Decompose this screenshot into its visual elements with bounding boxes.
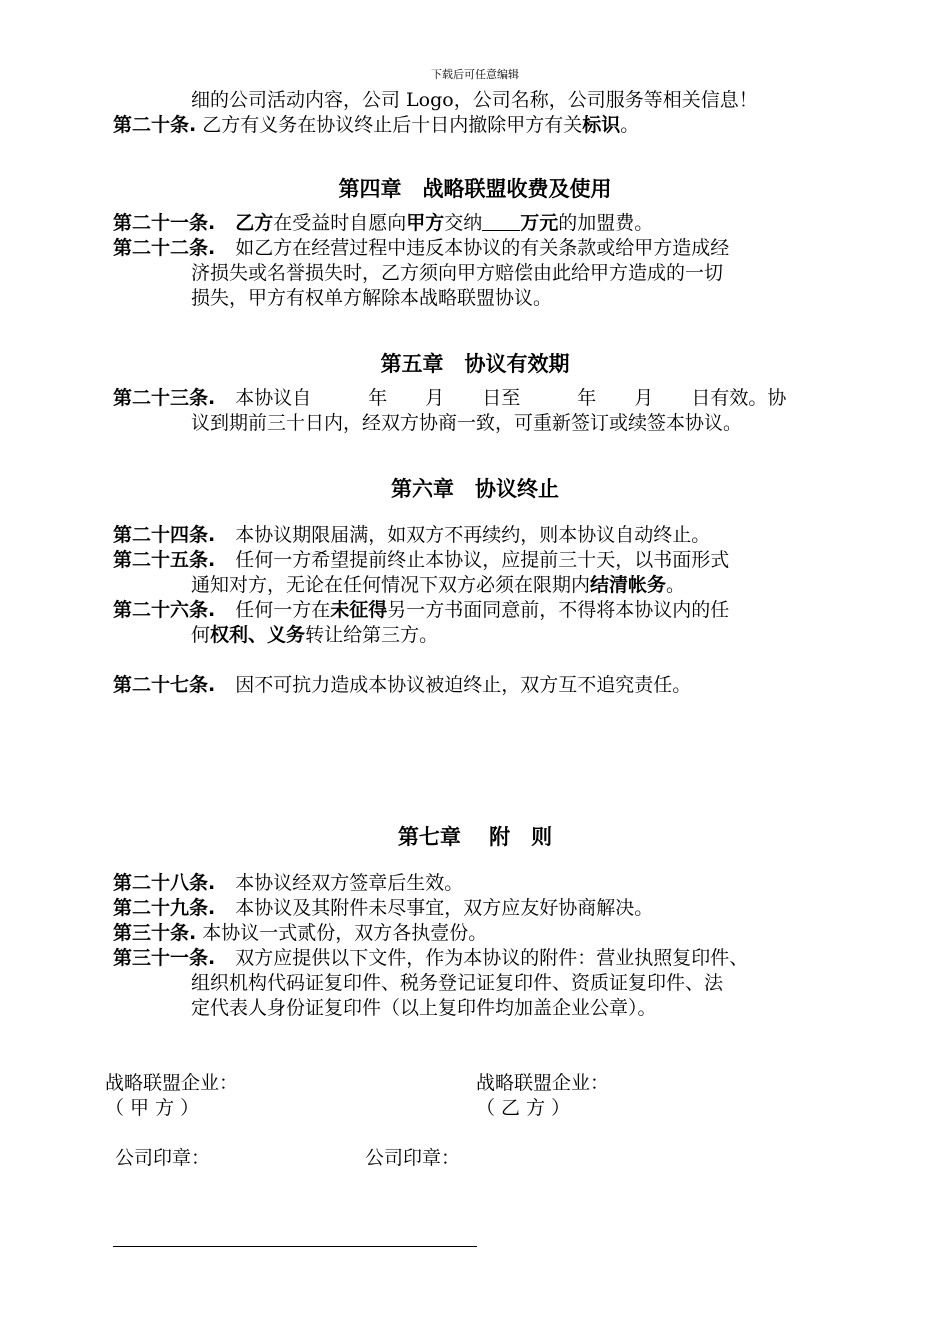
- article-text: 任何一方在: [235, 599, 331, 621]
- article-bold-term: 权利: [210, 624, 249, 646]
- article-31: [113, 946, 748, 970]
- article-label: 第二十一条.: [113, 212, 216, 234]
- article-label: 第二十二条.: [113, 237, 216, 259]
- party-a-name: （ 甲 方 ）: [105, 1097, 200, 1119]
- article-30: [113, 921, 487, 945]
- party-a-title: 战略联盟企业：: [105, 1072, 239, 1094]
- article-label: 第二十四条.: [113, 524, 216, 546]
- article-text: 本协议自: [235, 387, 312, 409]
- article-text: 的加盟费。: [558, 212, 654, 234]
- header-note: 下载后可任意编辑: [431, 68, 519, 81]
- article-label: 第二十条.: [113, 114, 197, 136]
- article-23: [113, 386, 786, 410]
- date-month-1: 月: [425, 387, 445, 409]
- footnote-divider: [113, 1246, 477, 1247]
- article-text: 本协议及其附件未尽事宜，双方应友好协商解决。: [235, 897, 654, 919]
- article-bold-term: 甲方: [406, 212, 445, 234]
- article-31-line-2: 组织机构代码证复印件、税务登记证复印件、资质证复印件、法: [191, 972, 724, 994]
- article-text: 如乙方在经营过程中违反本协议的有关条款或给甲方造成经: [235, 237, 730, 259]
- article-label: 第二十九条.: [113, 897, 216, 919]
- article-label: 第三十条.: [113, 922, 197, 944]
- article-22-line-3: 损失，甲方有权单方解除本战略联盟协议。: [191, 287, 553, 309]
- party-b-seal-label: 公司印章：: [365, 1147, 461, 1169]
- article-text: 因不可抗力造成本协议被迫终止，双方互不追究责任。: [235, 674, 692, 696]
- article-label: 第二十八条.: [113, 872, 216, 894]
- article-bold-term: 未征得: [330, 599, 388, 621]
- chapter-6-heading: 第六章 协议终止: [391, 477, 559, 501]
- article-23-line-2: 议到期前三十日内，经双方协商一致，可重新签订或续签本协议。: [191, 412, 743, 434]
- article-22: [113, 236, 729, 260]
- article-bold-term: 乙方: [235, 212, 274, 234]
- article-label: 第三十一条.: [113, 947, 216, 969]
- article-text: 在受益时自愿向: [273, 212, 407, 234]
- party-b-title: 战略联盟企业：: [476, 1072, 610, 1094]
- article-21: [113, 211, 653, 235]
- party-a-seal-label: 公司印章：: [115, 1147, 211, 1169]
- article-text: 交纳: [444, 212, 483, 234]
- date-year-2: 年: [577, 387, 597, 409]
- date-day-1: 日至: [482, 387, 521, 409]
- date-year-1: 年: [368, 387, 388, 409]
- article-label: 第二十五条.: [113, 549, 216, 571]
- article-20: [113, 113, 639, 137]
- article-28: [113, 871, 463, 895]
- article-text-end: 。: [620, 114, 640, 136]
- article-text: 任何一方希望提前终止本协议，应提前三十天，以书面形式: [235, 549, 730, 571]
- article-26-line-2: [191, 623, 438, 647]
- article-29: [113, 896, 653, 920]
- chapter-4-heading: 第四章 战略联盟收费及使用: [338, 177, 612, 201]
- date-day-2: 日有效。协: [691, 387, 787, 409]
- article-text: 本协议经双方签章后生效。: [235, 872, 464, 894]
- party-b-name: （ 乙 方 ）: [476, 1097, 571, 1119]
- article-text: 转让给第三方。: [305, 624, 439, 646]
- article-19-continuation: 细的公司活动内容，公司 Logo，公司名称，公司服务等相关信息！: [191, 89, 758, 111]
- article-label: 第二十七条.: [113, 674, 216, 696]
- article-bold-term: 万元: [520, 212, 559, 234]
- article-bold-separator: 、: [248, 624, 268, 646]
- article-bold-term: 义务: [267, 624, 306, 646]
- article-bold-term: 标识: [582, 114, 621, 136]
- article-label: 第二十三条.: [113, 387, 216, 409]
- article-24: [113, 523, 710, 547]
- article-text-end: 。: [666, 574, 686, 596]
- article-31-line-3: 定代表人身份证复印件（以上复印件均加盖企业公章）。: [191, 997, 657, 1019]
- date-month-2: 月: [634, 387, 654, 409]
- article-text: 本协议期限届满，如双方不再续约，则本协议自动终止。: [235, 524, 711, 546]
- article-text: 乙方有义务在协议终止后十日内撤除甲方有关: [196, 114, 583, 136]
- article-text: 另一方书面同意前，不得将本协议内的任: [387, 599, 730, 621]
- fee-blank: [482, 212, 520, 231]
- article-26: [113, 598, 729, 622]
- article-bold-term: 结清帐务: [590, 574, 667, 596]
- article-25-line-2: [191, 573, 685, 597]
- chapter-7-heading: 第七章 附 则: [397, 825, 553, 849]
- article-27: [113, 673, 691, 697]
- article-25: [113, 548, 729, 572]
- article-text: 双方应提供以下文件，作为本协议的附件：营业执照复印件、: [235, 947, 749, 969]
- article-label: 第二十六条.: [113, 599, 216, 621]
- article-text: 本协议一式贰份，双方各执壹份。: [196, 922, 488, 944]
- chapter-5-heading: 第五章 协议有效期: [380, 352, 570, 376]
- article-text: 通知对方，无论在任何情况下双方必须在限期内: [191, 574, 591, 596]
- article-22-line-2: 济损失或名誉损失时，乙方须向甲方赔偿由此给甲方造成的一切: [191, 262, 724, 284]
- article-text: 何: [191, 624, 211, 646]
